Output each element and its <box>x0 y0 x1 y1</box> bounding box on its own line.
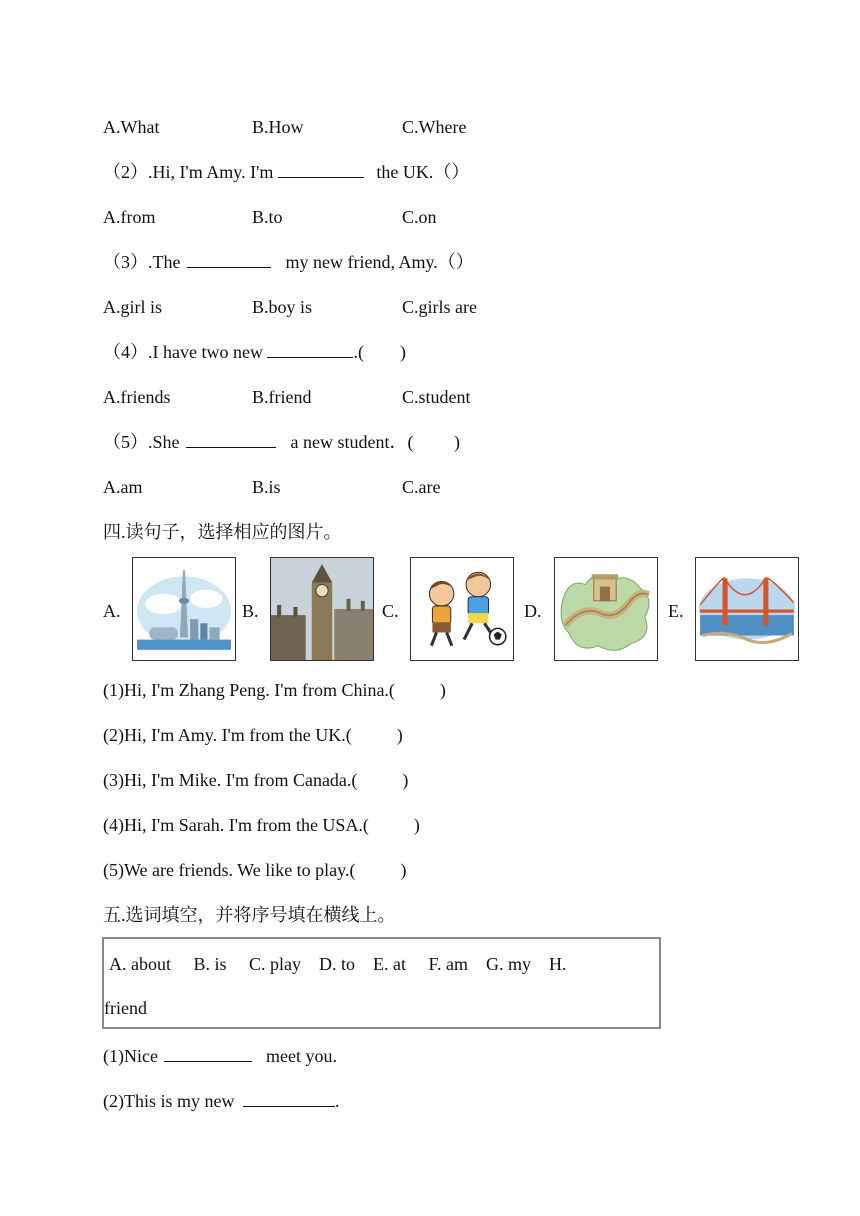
section4-sentence-2: (2)Hi, I'm Amy. I'm from the UK.( ) <box>103 725 403 745</box>
q4-text-pre: .I have two new <box>148 342 268 362</box>
q3-text-pre: .The <box>148 252 185 272</box>
section4-sentence-4: (4)Hi, I'm Sarah. I'm from the USA.( ) <box>103 815 420 835</box>
picture-label-b: B. <box>242 601 259 621</box>
q3-option-c: C.girls are <box>402 297 477 317</box>
section4-title: 四.读句子，选择相应的图片。 <box>103 522 342 542</box>
q3-stem <box>103 251 474 273</box>
picture-b <box>270 557 374 661</box>
golden-gate-bridge-icon <box>696 558 798 660</box>
word-bank-line-1: A. about B. is C. play D. to E. at F. am G. my H. <box>109 954 567 974</box>
q4-stem <box>103 341 406 363</box>
section5-q2-blank[interactable] <box>243 1090 335 1107</box>
section5-q2 <box>103 1090 339 1112</box>
q4-option-b: B.friend <box>252 387 312 407</box>
picture-a <box>132 557 236 661</box>
picture-label-e: E. <box>668 601 684 621</box>
section5-q1 <box>103 1045 337 1067</box>
section5-q2-pre: (2)This is my new <box>103 1091 239 1111</box>
section5-title: 五.选词填空，并将序号填在横线上。 <box>103 905 396 925</box>
q4-option-c: C.student <box>402 387 471 407</box>
q4-text-post: .( ) <box>353 342 406 362</box>
q5-option-a: A.am <box>103 477 143 497</box>
section4-sentence-1: (1)Hi, I'm Zhang Peng. I'm from China.( ) <box>103 680 446 700</box>
q2-number: （2） <box>103 162 148 182</box>
section5-q1-pre: (1)Nice <box>103 1046 163 1066</box>
q5-stem <box>103 431 460 453</box>
word-bank-box <box>102 937 661 1029</box>
q2-text-pre: .Hi, I'm Amy. I'm <box>148 162 278 182</box>
q4-answer-blank[interactable] <box>267 341 353 358</box>
q1-option-a: A.What <box>103 117 160 137</box>
q1-option-b: B.How <box>252 117 304 137</box>
q3-text-post: my new friend, Amy.（） <box>280 252 474 272</box>
q3-option-b: B.boy is <box>252 297 313 317</box>
boys-playing-football-icon <box>411 558 513 660</box>
q4-number: （4） <box>103 342 148 362</box>
picture-e <box>695 557 799 661</box>
section5-q1-post: meet you. <box>261 1046 337 1066</box>
picture-label-d: D. <box>524 601 542 621</box>
section5-q1-blank[interactable] <box>164 1045 252 1062</box>
q5-option-c: C.are <box>402 477 441 497</box>
picture-c <box>410 557 514 661</box>
picture-label-a: A. <box>103 601 121 621</box>
section4-sentence-3: (3)Hi, I'm Mike. I'm from Canada.( ) <box>103 770 409 790</box>
q5-option-b: B.is <box>252 477 281 497</box>
picture-label-c: C. <box>382 601 399 621</box>
q2-option-b: B.to <box>252 207 283 227</box>
q3-option-a: A.girl is <box>103 297 163 317</box>
picture-d <box>554 557 658 661</box>
big-ben-icon <box>271 558 373 660</box>
q5-answer-blank[interactable] <box>186 431 276 448</box>
great-wall-icon <box>555 558 657 660</box>
q5-text-post: a new student．( ) <box>286 432 460 452</box>
q2-text-post: the UK.（） <box>371 162 470 182</box>
q2-option-a: A.from <box>103 207 156 227</box>
word-bank-line-2: friend <box>104 998 147 1018</box>
q4-option-a: A.friends <box>103 387 171 407</box>
section5-q2-post: . <box>334 1091 340 1111</box>
q2-stem <box>103 161 469 183</box>
q1-option-c: C.Where <box>402 117 467 137</box>
q5-text-pre: .She <box>148 432 184 452</box>
q3-answer-blank[interactable] <box>187 251 271 268</box>
section4-sentence-5: (5)We are friends. We like to play.( ) <box>103 860 407 880</box>
q2-answer-blank[interactable] <box>278 161 364 178</box>
q3-number: （3） <box>103 252 148 272</box>
cn-tower-icon <box>133 558 235 660</box>
q2-option-c: C.on <box>402 207 437 227</box>
q5-number: （5） <box>103 432 148 452</box>
